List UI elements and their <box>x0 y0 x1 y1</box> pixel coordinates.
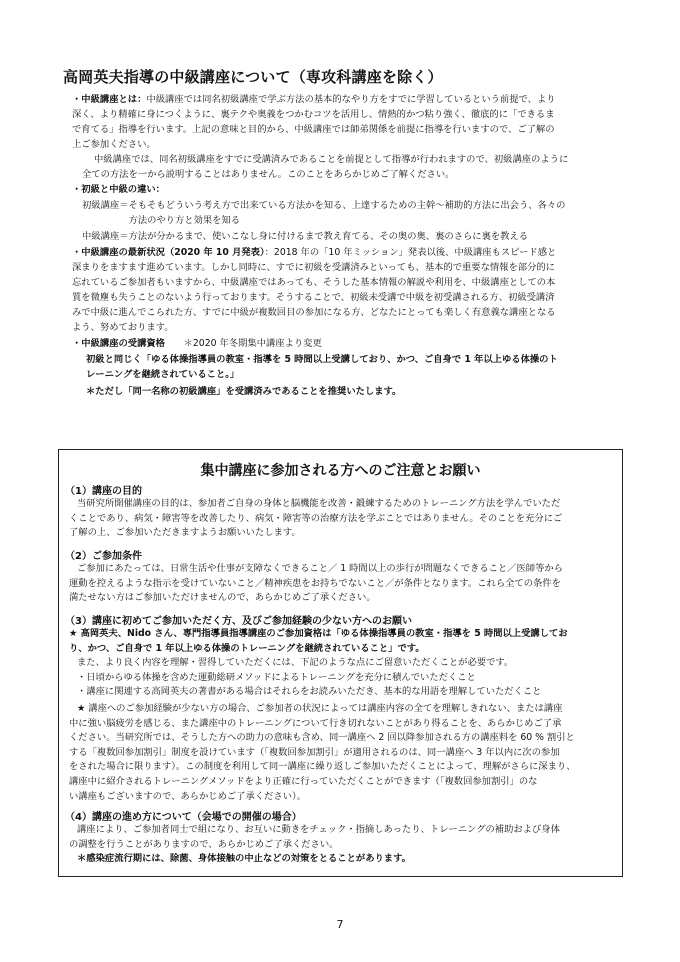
intro-note: 中級講座では、同名初級講座をすでに受講済みであることを前提として指導が行われますので、初級講座のように 全ての方法を一から説明することはありません。このことをあらかじめご了解ください。 <box>82 154 569 180</box>
intro-title: ・中級講座とは： <box>72 94 147 105</box>
section-4-text: 講座により、ご参加者同士で組になり、お互いに動きをチェック・指摘しあったり、トレーニングの補助および身体 の調整を行うことがありますので、あらかじめご了承ください。 <box>69 824 560 850</box>
section-2-text: ご参加にあたっては、日常生活や仕事が支障なくできること／ 1 時間以上の歩行が問題なくできること／医師等から 運動を控えるような指示を受けていないこと／精神疾患をお持ちでないこと／が条件となります。これら全ての条件を 満たせない方はご参加いただけませんので、あらかじめご了承ください。 <box>69 563 563 604</box>
qualification-note: ＊2020 年冬期集中講座より変更 <box>183 338 322 349</box>
qualification-title: ・中級講座の受講資格 <box>72 338 165 349</box>
notice-box-title: 集中講座に参加される方へのご注意とお願い <box>200 463 481 479</box>
status-block <box>72 245 622 335</box>
qualification-text: 初級と同じく「ゆる体操指導員の教室・指導を 5 時間以上受講しており、かつ、ご自身で 1 年以上ゆる体操のト レーニングを継続されていること。」 <box>86 354 558 380</box>
intro-text: 中級講座では同名初級講座で学ぶ方法の基本的なやり方をすでに学習しているという前提で、より 深く、より精確に身につくように、裏テクや奥義をつかむコツを活用し、情熱的かつ粘り強く、徹底的に「できるま で育てる」指導を行います。上記の意味と目的から、中級講座では師弟関係を前提に指導を行いますので、ご了解の 上ご参加ください。 <box>72 94 556 150</box>
status-text: ：2018 年の「10 年ミッション」発表以後、中級講座もスピード感と 深まりをますます進めています。しかし同時に、すでに初級を受講済みといっても、基本的で重要な情報を部分的に 忘れているご参加者もいますから、中級講座ではあっても、そうした基本情報の解説や利用を、中級講座としての本 質を微塵も失うことのないよう行っております。そうすることで、初級未受講で中級を初受講される方、初級受講済 みで中級に進んでこられた方、すでに中級が複数回目の参加になる方、どなたにとっても楽しく有意義な講座となる よう、努めております。 <box>72 247 557 333</box>
notice-box <box>58 449 623 877</box>
qualification-recommend: ＊ただし「同一名称の初級講座」を受講済みであることを推奨いたします。 <box>86 386 402 397</box>
section-1-text: 当研究所開催講座の目的は、参加者ご自身の身体と脳機能を改善・鍛練するためのトレーニング方法を学んでいただ くことであり、病気・障害等を改善したり、病気・障害等の治療方法を学ぶことではありません。そのことを充分にご 了解の上、ご参加いただきますようお願いいたします。 <box>69 498 563 539</box>
section-4-infection-note: ＊感染症流行期には、除菌、身体接触の中止などの対策をとることがあります。 <box>77 853 411 864</box>
qualification-heading <box>72 336 622 351</box>
page-heading: 高岡英夫指導の中級講座について（専攻科講座を除く） <box>63 68 443 86</box>
section-2-head: （2）ご参加条件 <box>65 551 142 562</box>
status-title: ・中級講座の最新状況（2020 年 10 月発表） <box>72 247 265 258</box>
difference-line1: 初級講座＝そもそもどういう考え方で出来ている方法かを知る、上達するための主幹〜補助的方法に出会う、各々の 方法のやり方と効果を知る <box>82 200 566 226</box>
difference-title: ・初級と中級の違い： <box>72 184 165 195</box>
section-3-text2: ★ 講座へのご参加経験が少ない方の場合、ご参加者の状況によっては講座内容の全てを理解しきれない、または講座 中に強い脳疲労を感じる、また講座中のトレーニングについて行き切れないことがあり得ることを、あらかじめご了承 ください。当研究所では、そうした方への助力の意味も含め、同一講座へ 2 回以降参加される方の講座料を 60 % 割引と する「複数回参加割引」制度を設けています（「複数回参加割引」が適用されるのは、同一講座へ 3 年以内に次の参加 をされた場合に限ります）。この制度を利用して同一講座に繰り返しご参加いただくことによって、理解がさらに深まり、 講座中に紹介されるトレーニングメソッドをより正確に行っていただくことができます（「複数回参加割引」のな い講座もございますので、あらかじめご了承ください）。 <box>69 703 576 802</box>
intro-block <box>72 92 622 152</box>
page-number: 7 <box>336 918 344 931</box>
section-1-head: （1）講座の目的 <box>65 486 142 497</box>
section-3-qualification: ★ 高岡英夫、Nido さん、専門指導員指導講座のご参加資格は「ゆる体操指導員の教室・指導を 5 時間以上受講してお り、かつ、ご自身で 1 年以上ゆる体操のトレーニングを継続されていること」です。 <box>69 628 568 654</box>
difference-line2: 中級講座＝方法が分かるまで、使いこなし身に付けるまで教え育てる、その奥の奥、裏のさらに裏を教える <box>82 231 529 242</box>
section-3-head: （3）講座に初めてご参加いただく方、及びご参加経験の少ない方へのお願い <box>65 616 412 627</box>
section-4-head: （4）講座の進め方について（会場での開催の場合） <box>65 812 302 823</box>
section-3-text: また、より良く内容を理解・習得していただくには、下記のような点にご留意いただくことが必要です。 ・日頃からゆる体操を含めた運動総研メソッドによるトレーニングを充分に積んでいただくこと ・講座に関連する高岡英夫の著書がある場合はそれらをお読みいただき、基本的な用語を理解していただくこと <box>77 657 542 698</box>
